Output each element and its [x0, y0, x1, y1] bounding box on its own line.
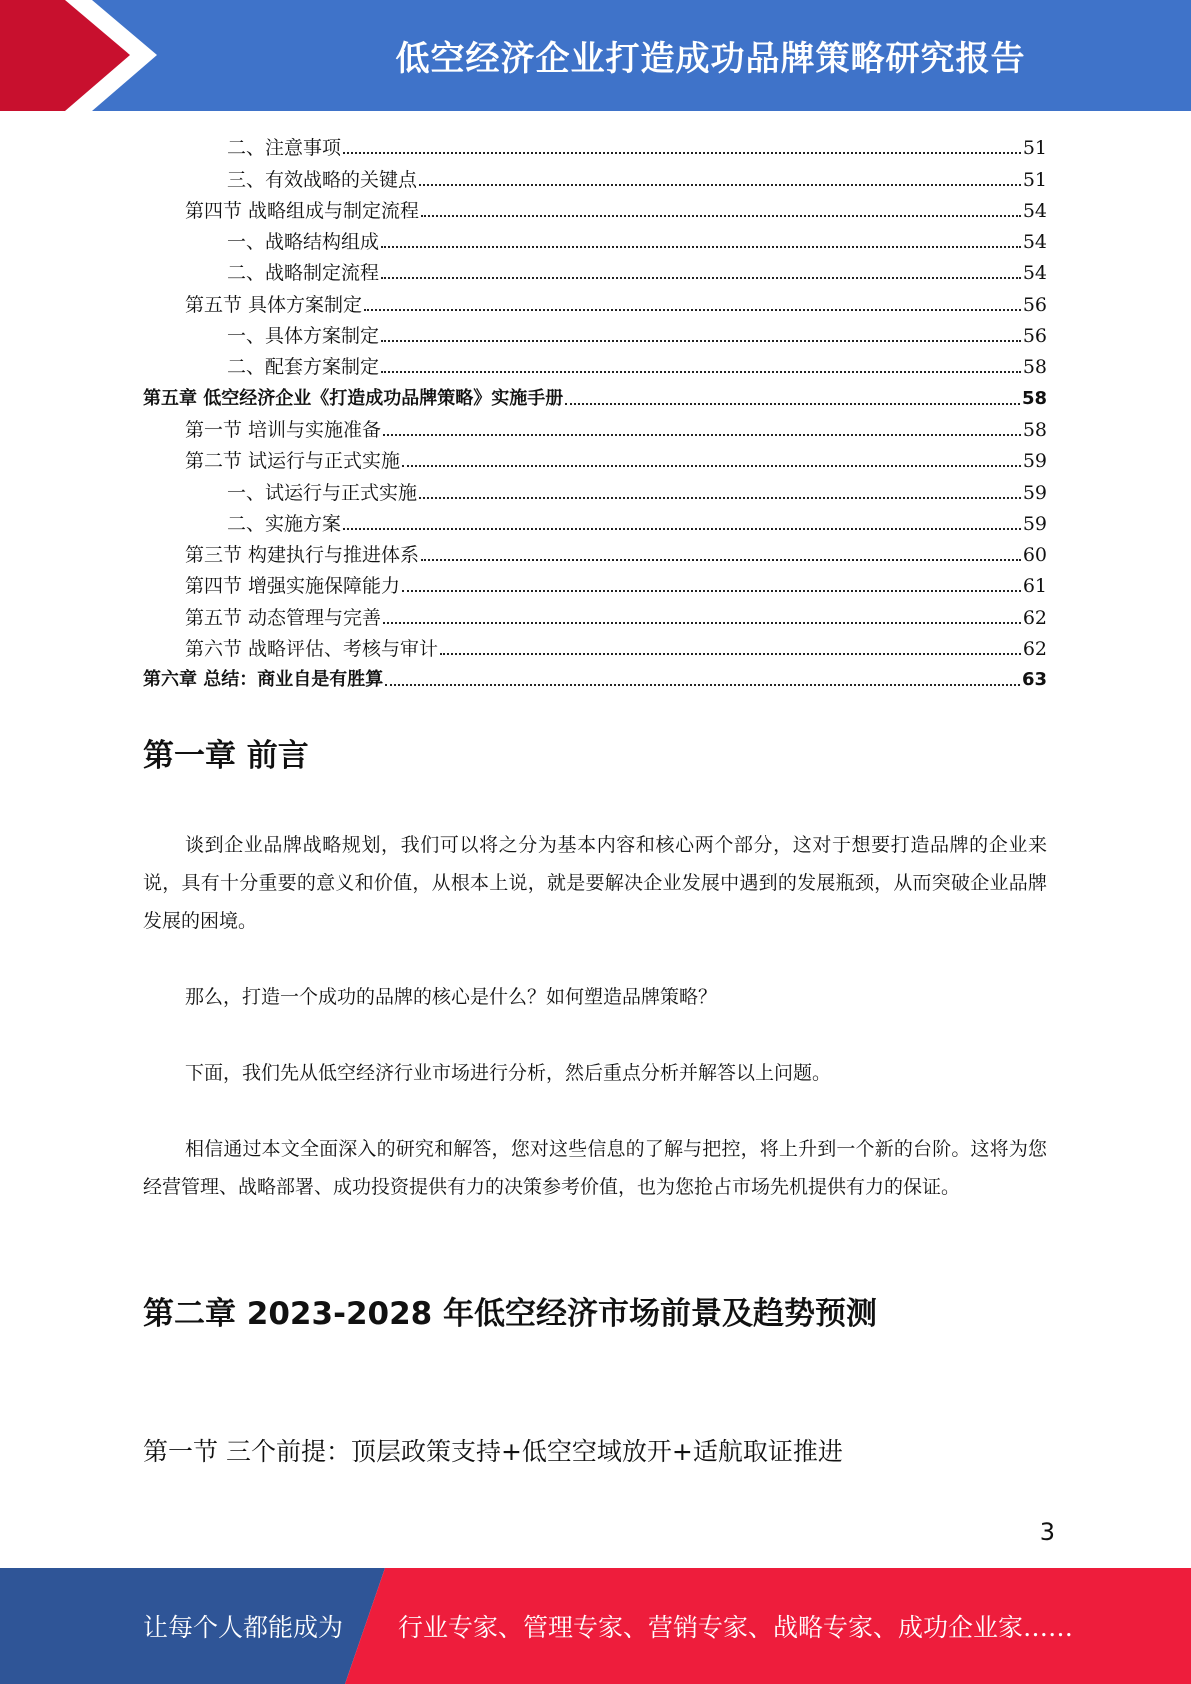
toc-leader-dots — [419, 183, 1021, 186]
toc-leader-dots — [440, 652, 1021, 655]
toc-entry-page: 62 — [1022, 638, 1047, 661]
toc-entry[interactable] — [143, 629, 1047, 660]
toc-entry-page: 54 — [1022, 262, 1047, 285]
toc-entry[interactable] — [143, 253, 1047, 284]
toc-entry-title: 二、注意事项 — [227, 137, 342, 160]
toc-entry-page: 58 — [1022, 356, 1047, 379]
toc-entry-title: 一、战略结构组成 — [227, 231, 380, 254]
toc-entry-page: 58 — [1021, 387, 1047, 409]
toc-leader-dots — [421, 558, 1021, 561]
footer-slogan-right: 行业专家、管理专家、营销专家、战略专家、成功企业家…… — [398, 1613, 1074, 1642]
toc-entry-page: 59 — [1022, 481, 1047, 504]
toc-entry[interactable] — [143, 378, 1047, 409]
toc-entry-title: 第五节 动态管理与完善 — [185, 606, 382, 629]
toc-entry-title: 一、具体方案制定 — [227, 325, 380, 348]
toc-leader-dots — [381, 245, 1021, 248]
toc-entry-page: 54 — [1022, 199, 1047, 222]
toc-entry-title: 第二节 试运行与正式实施 — [185, 450, 401, 473]
toc-leader-dots — [343, 527, 1021, 530]
toc-leader-dots — [421, 214, 1021, 217]
toc-leader-dots — [402, 589, 1021, 592]
toc-entry[interactable] — [143, 222, 1047, 253]
toc-entry-page: 54 — [1022, 231, 1047, 254]
toc-entry-title: 第四节 战略组成与制定流程 — [185, 199, 420, 222]
toc-entry-page: 63 — [1021, 669, 1047, 691]
chapter-1-paragraph: 下面，我们先从低空经济行业市场进行分析，然后重点分析并解答以上问题。 — [185, 1062, 832, 1084]
toc-entry-title: 二、实施方案 — [227, 512, 342, 535]
toc-entry-title: 第五章 低空经济企业《打造成功品牌策略》实施手册 — [143, 387, 564, 409]
chapter-1-heading: 第一章 前言 — [143, 738, 309, 774]
toc-entry[interactable] — [143, 597, 1047, 628]
toc-entry-title: 一、试运行与正式实施 — [227, 481, 418, 504]
toc-entry-page: 51 — [1022, 137, 1047, 160]
page-number: 3 — [1039, 1518, 1055, 1546]
toc-entry-title: 第四节 增强实施保障能力 — [185, 575, 401, 598]
toc-entry-title: 三、有效战略的关键点 — [227, 168, 418, 191]
report-title: 低空经济企业打造成功品牌策略研究报告 — [395, 39, 1026, 79]
toc-leader-dots — [343, 151, 1021, 154]
toc-entry-title: 二、战略制定流程 — [227, 262, 380, 285]
toc-entry[interactable] — [143, 159, 1047, 190]
toc-entry[interactable] — [143, 441, 1047, 472]
toc-entry[interactable] — [143, 191, 1047, 222]
page-footer — [0, 1568, 1191, 1684]
toc-entry[interactable] — [143, 410, 1047, 441]
toc-entry[interactable] — [143, 504, 1047, 535]
toc-leader-dots — [385, 683, 1020, 686]
toc-entry-title: 第六章 总结：商业自是有胜算 — [143, 669, 384, 691]
toc-entry-page: 56 — [1022, 293, 1047, 316]
chapter-1-paragraph: 那么，打造一个成功的品牌的核心是什么？如何塑造品牌策略？ — [185, 986, 718, 1008]
toc-entry[interactable] — [143, 316, 1047, 347]
toc-entry[interactable] — [143, 128, 1047, 159]
toc-entry[interactable] — [143, 660, 1047, 691]
toc-leader-dots — [383, 433, 1021, 436]
toc-leader-dots — [381, 276, 1021, 279]
toc-entry-page: 60 — [1022, 544, 1047, 567]
toc-entry[interactable] — [143, 566, 1047, 597]
chapter-1-paragraph: 谈到企业品牌战略规划，我们可以将之分为基本内容和核心两个部分，这对于想要打造品牌的企业来说，具有十分重要的意义和价值，从根本上说，就是要解决企业发展中遇到的发展瓶颈，从而突破企业品牌发展的困境。 — [143, 834, 1047, 932]
toc-leader-dots — [383, 621, 1021, 624]
toc-leader-dots — [381, 339, 1021, 342]
toc-entry-title: 二、配套方案制定 — [227, 356, 380, 379]
toc-leader-dots — [565, 402, 1020, 405]
footer-slogan-left: 让每个人都能成为 — [143, 1613, 344, 1642]
toc-entry[interactable] — [143, 472, 1047, 503]
toc-entry-title: 第六节 战略评估、考核与审计 — [185, 638, 439, 661]
chapter-2-heading: 第二章 2023-2028 年低空经济市场前景及趋势预测 — [143, 1296, 878, 1332]
table-of-contents — [143, 128, 1047, 691]
page-header — [0, 0, 1191, 111]
toc-entry-page: 61 — [1022, 575, 1047, 598]
chapter-1-paragraph: 相信通过本文全面深入的研究和解答，您对这些信息的了解与把控，将上升到一个新的台阶。这将为您经营管理、战略部署、成功投资提供有力的决策参考价值，也为您抢占市场先机提供有力的保证。 — [143, 1138, 1047, 1198]
toc-leader-dots — [402, 464, 1021, 467]
toc-entry[interactable] — [143, 535, 1047, 566]
toc-entry-page: 51 — [1022, 168, 1047, 191]
toc-entry-title: 第一节 培训与实施准备 — [185, 418, 382, 441]
toc-leader-dots — [419, 496, 1021, 499]
toc-entry[interactable] — [143, 347, 1047, 378]
toc-leader-dots — [381, 370, 1021, 373]
toc-entry[interactable] — [143, 284, 1047, 315]
section-1-heading: 第一节 三个前提：顶层政策支持+低空空域放开+适航取证推进 — [143, 1437, 843, 1466]
toc-entry-page: 56 — [1022, 325, 1047, 348]
toc-entry-page: 59 — [1022, 512, 1047, 535]
toc-entry-page: 59 — [1022, 450, 1047, 473]
toc-entry-page: 62 — [1022, 606, 1047, 629]
toc-entry-page: 58 — [1022, 418, 1047, 441]
toc-entry-title: 第三节 构建执行与推进体系 — [185, 544, 420, 567]
toc-entry-title: 第五节 具体方案制定 — [185, 293, 363, 316]
toc-leader-dots — [364, 308, 1021, 311]
